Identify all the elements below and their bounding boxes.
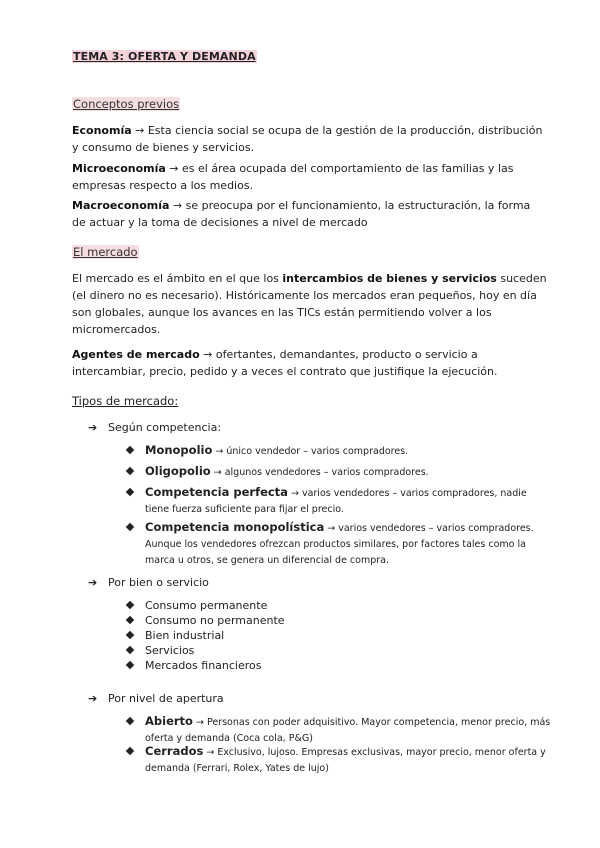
- mercado-text-c: suceden (el dinero no es necesario). Históricamente los mercados eran pequeños, hoy en día son globales, aunque los avances en las TICs están permitiendo volver a los micromercados.: [72, 272, 547, 336]
- list-item: [127, 744, 552, 776]
- mercado-text-bold: intercambios de bienes y servicios: [282, 272, 497, 285]
- document-title: TEMA 3: OFERTA Y DEMANDA: [73, 50, 256, 63]
- diamond-bullet-icon: [126, 616, 134, 624]
- term-competencia-perfecta: Competencia perfecta: [145, 485, 288, 499]
- item-text: varios vendedores – varios compradores, nadie tiene fuerza suficiente para fijar el precio.: [145, 488, 527, 515]
- definition-text: es el área ocupada del comportamiento de las familias y las empresas respecto a los medios.: [72, 162, 514, 192]
- section-heading-conceptos: Conceptos previos: [73, 97, 180, 111]
- term-abierto: Abierto: [145, 714, 193, 728]
- item-text: Bien industrial: [145, 629, 225, 642]
- diamond-bullet-icon: [126, 446, 134, 454]
- list-nivel-apertura: [88, 691, 224, 707]
- term-agentes: Agentes de mercado: [72, 348, 200, 361]
- diamond-bullet-icon: [126, 523, 134, 531]
- list-item: [127, 485, 552, 517]
- agentes-paragraph: [72, 346, 547, 380]
- list-item: [127, 613, 552, 628]
- definition-text: se preocupa por el funcionamiento, la estructuración, la forma de actuar y la toma de decisiones a nivel de mercado: [72, 199, 531, 229]
- list-label: Según competencia:: [108, 421, 222, 434]
- list-item: [127, 643, 552, 658]
- item-text: Consumo permanente: [145, 599, 268, 612]
- term-microeconomia: Microeconomía: [72, 162, 166, 175]
- term-competencia-monopolistica: Competencia monopolística: [145, 520, 325, 534]
- item-text: varios vendedores – varios compradores. Aunque los vendedores ofrezcan productos similares, por factores tales como la marca u otros, se genera un diferencial de compra.: [145, 523, 534, 566]
- arrow: →: [165, 162, 183, 175]
- term-oligopolio: Oligopolio: [145, 464, 211, 478]
- item-text: único vendedor – varios compradores.: [226, 446, 409, 457]
- diamond-bullet-icon: [126, 661, 134, 669]
- arrow-icon: ➔: [88, 576, 98, 589]
- list-item: [127, 464, 552, 480]
- item-text: Mercados financieros: [145, 659, 262, 672]
- item-text: Exclusivo, lujoso. Empresas exclusivas, mayor precio, menor oferta y demanda (Ferrari, Rolex, Yates de lujo): [145, 747, 546, 774]
- definition-economia: [72, 122, 547, 156]
- arrow: →: [192, 717, 207, 728]
- list-item: [127, 443, 552, 459]
- term-monopolio: Monopolio: [145, 443, 213, 457]
- arrow-icon: ➔: [88, 692, 98, 705]
- list-item: [127, 658, 552, 673]
- list-bien-servicio: [88, 575, 209, 591]
- arrow: →: [210, 467, 225, 478]
- item-text: Servicios: [145, 644, 195, 657]
- definition-text: Esta ciencia social se ocupa de la gestión de la producción, distribución y consumo de bienes y servicios.: [72, 124, 543, 154]
- agentes-text: ofertantes, demandantes, producto o servicio a intercambiar, precio, pedido y a veces el contrato que justifique la ejecución.: [72, 348, 498, 378]
- list-label: Por nivel de apertura: [108, 692, 224, 705]
- arrow-icon: ➔: [88, 421, 98, 434]
- term-cerrados: Cerrados: [145, 744, 204, 758]
- list-item: [127, 628, 552, 643]
- diamond-bullet-icon: [126, 646, 134, 654]
- term-economia: Economía: [72, 124, 132, 137]
- arrow: →: [169, 199, 186, 212]
- diamond-bullet-icon: [126, 601, 134, 609]
- arrow: →: [131, 124, 148, 137]
- diamond-bullet-icon: [126, 467, 134, 475]
- tipos-heading: Tipos de mercado:: [72, 394, 179, 408]
- mercado-paragraph: [72, 270, 547, 338]
- list-item: [127, 598, 552, 613]
- list-item: [127, 714, 552, 746]
- item-text: Consumo no permanente: [145, 614, 285, 627]
- diamond-bullet-icon: [126, 631, 134, 639]
- term-macroeconomia: Macroeconomía: [72, 199, 170, 212]
- list-competencia: [88, 420, 221, 436]
- diamond-bullet-icon: [126, 488, 134, 496]
- arrow: →: [199, 348, 216, 361]
- mercado-text-a: El mercado es el ámbito en el que los: [72, 272, 283, 285]
- list-label: Por bien o servicio: [108, 576, 209, 589]
- arrow: →: [324, 523, 339, 534]
- definition-microeconomia: [72, 160, 547, 194]
- arrow: →: [203, 747, 218, 758]
- diamond-bullet-icon: [126, 717, 134, 725]
- arrow: →: [212, 446, 227, 457]
- section-heading-mercado: El mercado: [73, 245, 138, 259]
- list-item: [127, 520, 552, 568]
- definition-macroeconomia: [72, 197, 547, 231]
- arrow: →: [287, 488, 302, 499]
- diamond-bullet-icon: [126, 747, 134, 755]
- item-text: algunos vendedores – varios compradores.: [224, 467, 429, 478]
- item-text: Personas con poder adquisitivo. Mayor competencia, menor precio, más oferta y demanda (Coca cola, P&G): [145, 717, 551, 744]
